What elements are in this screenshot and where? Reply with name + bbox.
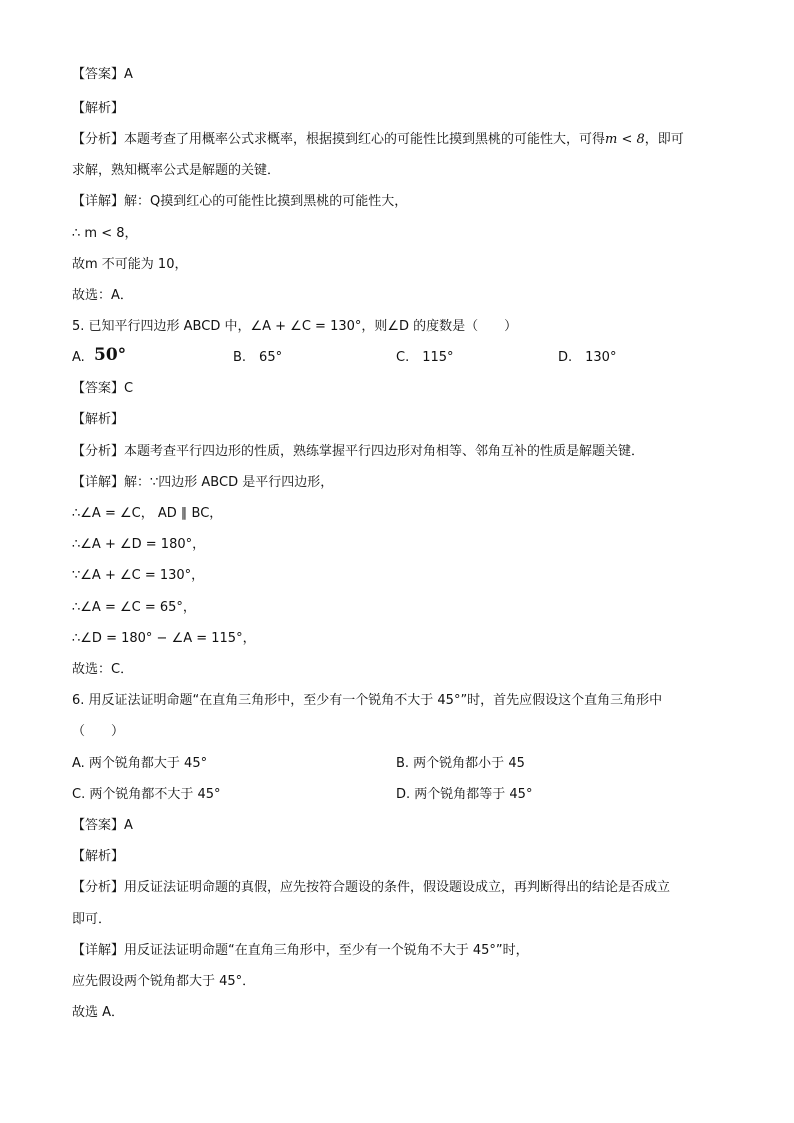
q4-analysis-heading: 【解析】: [72, 101, 125, 116]
q4-analysis-math: m < 8: [605, 132, 645, 147]
q6-option-d: D. 两个锐角都等于 45°: [396, 787, 533, 802]
q5-analysis: 【分析】本题考查平行四边形的性质，熟练掌握平行四边形对角相等、邻角互补的性质是解题关键．: [72, 444, 645, 459]
q5-detail-line-2: ∴∠A = ∠C， AD ∥ BC，: [72, 506, 223, 521]
q5-option-a-label: A.: [72, 350, 85, 365]
q4-analysis-text: 【分析】本题考查了用概率公式求概率，根据摸到红心的可能性比摸到黑桃的可能性大，可得: [72, 132, 606, 147]
q4-detail-line-3: 故m 不可能为 10，: [72, 257, 188, 272]
q6-option-a: A. 两个锐角都大于 45°: [72, 756, 208, 771]
q5-detail-line-5: ∴∠A = ∠C = 65°，: [72, 600, 196, 615]
q6-analysis-line-2: 即可．: [72, 912, 112, 927]
q4-analysis-line-2: 求解，熟知概率公式是解题的关键．: [72, 163, 281, 178]
q5-option-a-value: 50°: [94, 345, 127, 365]
q4-detail-line-4: 故选：A．: [72, 288, 133, 303]
q6-analysis-line-1: 【分析】用反证法证明命题的真假，应先按符合题设的条件，假设题设成立，再判断得出的结论是否成立: [72, 880, 671, 895]
q4-detail-line-2: ∴ m < 8，: [72, 226, 138, 241]
q5-stem: 5. 已知平行四边形 ABCD 中，∠A + ∠C = 130°，则∠D 的度数是（ ）: [72, 319, 518, 334]
q4-analysis-text-tail: ，即可: [644, 132, 684, 147]
q5-option-b: B. 65°: [233, 350, 283, 365]
q5-analysis-heading: 【解析】: [72, 412, 125, 427]
q5-detail-line-7: 故选：C．: [72, 662, 134, 677]
q6-option-b: B. 两个锐角都小于 45: [396, 756, 525, 771]
q5-detail-line-6: ∴∠D = 180° − ∠A = 115°，: [72, 631, 256, 646]
q6-stem-line-1: 6. 用反证法证明命题“在直角三角形中，至少有一个锐角不大于 45°”时，首先应假设这个直角三角形中: [72, 693, 663, 708]
q6-answer: 【答案】A: [72, 818, 133, 833]
q5-detail-line-3: ∴∠A + ∠D = 180°，: [72, 537, 206, 552]
q6-detail-line-1: 【详解】用反证法证明命题“在直角三角形中，至少有一个锐角不大于 45°”时，: [72, 943, 529, 958]
q6-detail-line-2: 应先假设两个锐角都大于 45°．: [72, 974, 256, 989]
q4-detail-line-1: 【详解】解：Q摸到红心的可能性比摸到黑桃的可能性大，: [72, 194, 408, 209]
q6-option-c: C. 两个锐角都不大于 45°: [72, 787, 221, 802]
q5-option-d: D. 130°: [558, 350, 617, 365]
q5-option-c: C. 115°: [396, 350, 454, 365]
q5-detail-line-4: ∵∠A + ∠C = 130°，: [72, 568, 205, 583]
q4-analysis-line-1: [72, 131, 684, 149]
q4-answer: 【答案】A: [72, 67, 133, 82]
q6-analysis-heading: 【解析】: [72, 849, 125, 864]
q6-stem-line-2: （ ）: [72, 724, 125, 739]
q5-answer: 【答案】C: [72, 381, 134, 396]
q6-detail-line-3: 故选 A．: [72, 1005, 125, 1020]
q5-detail-line-1: 【详解】解：∵四边形 ABCD 是平行四边形，: [72, 475, 334, 490]
